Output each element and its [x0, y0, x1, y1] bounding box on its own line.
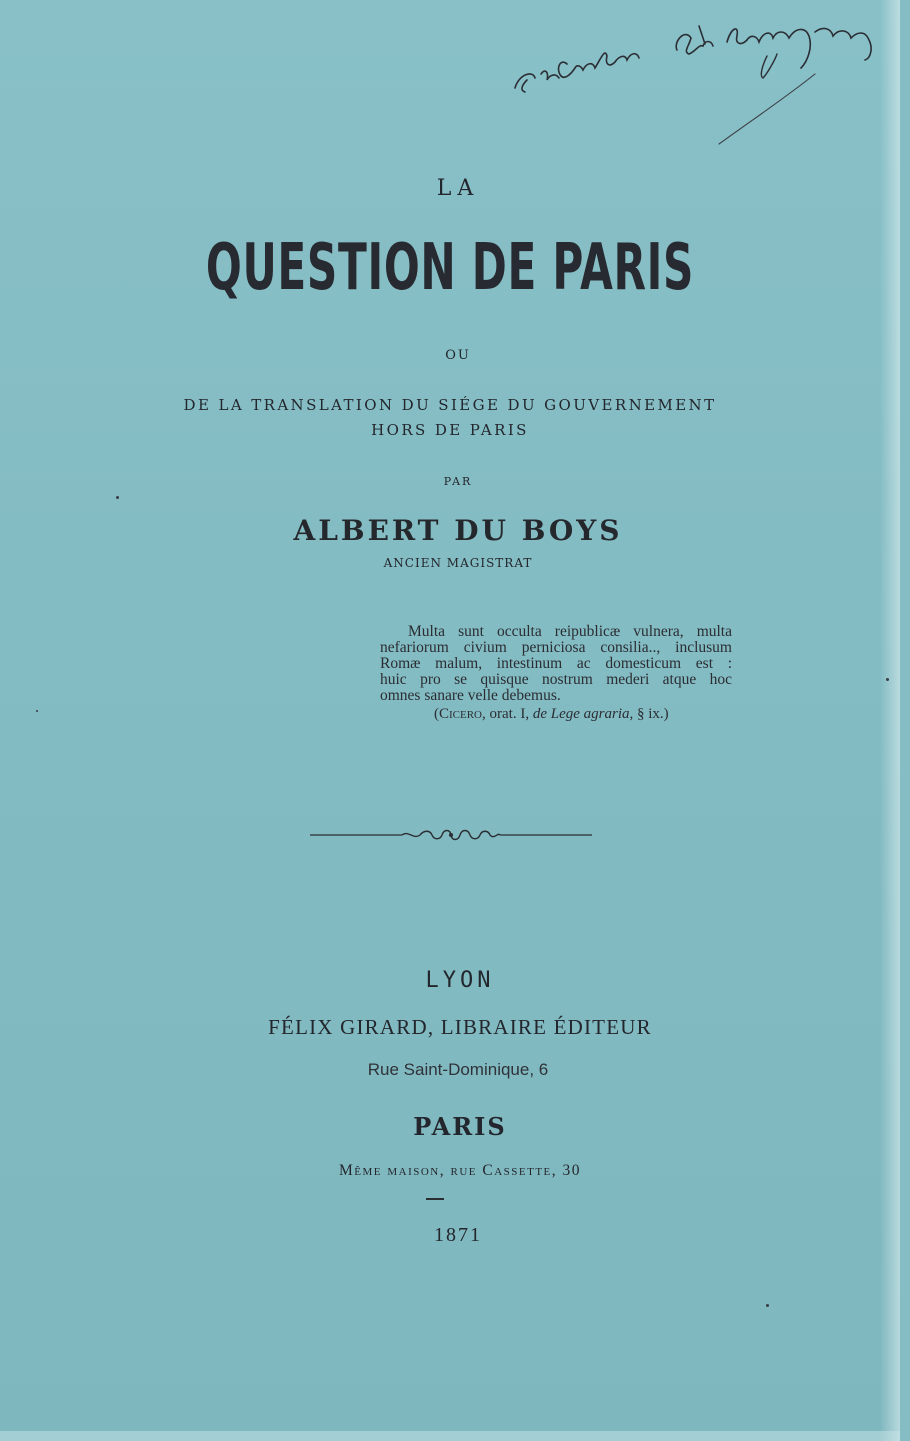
citation-speech: , orat. I,	[482, 706, 533, 722]
imprint-address: Rue Saint-Dominique, 6	[367, 1060, 549, 1079]
epigraph-line: Multa sunt occulta reipublicæ vulnera, multa	[408, 623, 732, 640]
epigraph-citation	[434, 706, 669, 723]
page-title: QUESTION DE PARIS	[205, 231, 695, 305]
ornament-divider	[310, 826, 592, 844]
citation-section: , § ix.)	[629, 706, 669, 722]
epigraph-line: nefariorum civium perniciosa consilia.., inclusum	[380, 639, 732, 656]
imprint-publisher: FÉLIX GIRARD, LIBRAIRE ÉDITEUR	[268, 1015, 652, 1039]
paper-speck	[766, 1304, 769, 1307]
author-name: ALBERT DU BOYS	[293, 514, 623, 547]
imprint-city: LYON	[425, 968, 495, 993]
subtitle-line-1: DE LA TRANSLATION DU SIÉGE DU GOUVERNEMENT	[183, 396, 717, 414]
citation-paren: (	[434, 706, 439, 722]
subtitle-line-2: HORS DE PARIS	[371, 421, 529, 439]
imprint-rule	[426, 1198, 444, 1200]
by-label: PAR	[443, 475, 473, 488]
svg-text:Au Colonel de Lafayette: Au Colonel de Lafayette	[505, 3, 700, 22]
paper-speck	[36, 710, 38, 712]
conjunction-ou: OU	[445, 348, 471, 363]
paper-speck	[886, 678, 889, 681]
author-title: ANCIEN MAGISTRAT	[383, 556, 533, 570]
handwritten-dedication	[505, 3, 890, 148]
imprint-year: 1871	[434, 1224, 482, 1246]
paper-speck	[116, 496, 119, 499]
epigraph-line: omnes sanare velle debemus.	[380, 687, 561, 704]
epigraph-line: huic pro se quisque nostrum mederi atque hoc	[380, 671, 732, 688]
imprint-city-2: PARIS	[413, 1112, 507, 1141]
citation-work: de Lege agraria	[532, 706, 630, 722]
citation-author: Cicero	[439, 706, 483, 722]
epigraph	[380, 624, 732, 704]
imprint-branch: Même maison, rue Cassette, 30	[338, 1162, 582, 1179]
title-article: LA	[436, 176, 480, 201]
epigraph-line: Romæ malum, intestinum ac domesticum est :	[380, 655, 732, 672]
